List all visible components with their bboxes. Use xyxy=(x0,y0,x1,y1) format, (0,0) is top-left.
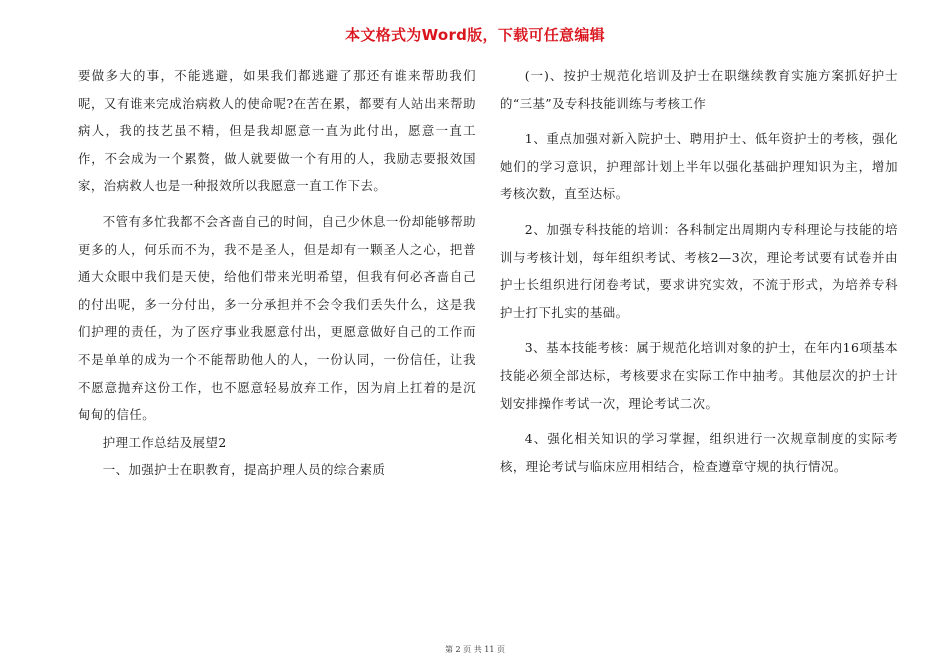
right-paragraph-2: 1、重点加强对新入院护士、聘用护士、低年资护士的考核，强化她们的学习意识，护理部计划上半年以强化基础护理知识为主，增加考核次数，直至达标。 xyxy=(500,131,898,202)
right-paragraph-4: 3、基本技能考核：属于规范化培训对象的护士，在年内16项基本技能必须全部达标，考核要求在实际工作中抽考。其他层次的护士计划安排操作考试一次，理论考试二次。 xyxy=(500,340,898,411)
section-heading-1: 一、加强护士在职教育，提高护理人员的综合素质 xyxy=(102,462,386,478)
document-banner: 本文格式为Word版，下载可任意编辑 xyxy=(345,26,605,44)
right-paragraph-5: 4、强化相关知识的学习掌握，组织进行一次规章制度的实际考核，理论考试与临床应用相结合，检查遵章守规的执行情况。 xyxy=(500,431,898,474)
left-paragraph-2: 不管有多忙我都不会吝啬自己的时间，自己少休息一份却能够帮助更多的人，何乐而不为，我不是圣人，但是却有一颗圣人之心，把普通大众眼中我们是天使，给他们带来光明希望，但我有何必吝啬自己的付出呢，多一分付出，多一分承担并不会令我们丢失什么，这是我们护理的责任，为了医疗事业我愿意付出，更愿意做好自己的工作而不是单单的成为一个不能帮助他人的人，一份认同，一份信任，让我不愿意抛弃这份工作，也不愿意轻易放弃工作，因为肩上扛着的是沉甸甸的信任。 xyxy=(78,213,476,423)
page-number: 第 2 页 共 11 页 xyxy=(445,645,505,654)
left-paragraph-1: 要做多大的事，不能逃避，如果我们都逃避了那还有谁来帮助我们呢，又有谁来完成治病救人的使命呢?在苦在累，都要有人站出来帮助病人，我的技艺虽不精，但是我却愿意一直为此付出，愿意一直工作，不会成为一个累赘，做人就要做一个有用的人，我励志要报效国家，治病救人也是一种报效所以我愿意一直工作下去。 xyxy=(78,68,476,194)
right-paragraph-1: (一)、按护士规范化培训及护士在职继续教育实施方案抓好护士的“三基”及专科技能训练与考核工作 xyxy=(500,68,898,111)
right-column xyxy=(500,62,898,480)
right-paragraph-3: 2、加强专科技能的培训：各科制定出周期内专科理论与技能的培训与考核计划，每年组织考试、考核2—3次，理论考试要有试卷并由护士长组织进行闭卷考试，要求讲究实效，不流于形式，为培养专科护士打下扎实的基础。 xyxy=(500,221,898,320)
left-column xyxy=(78,62,476,484)
section-title: 护理工作总结及展望2 xyxy=(102,434,227,450)
